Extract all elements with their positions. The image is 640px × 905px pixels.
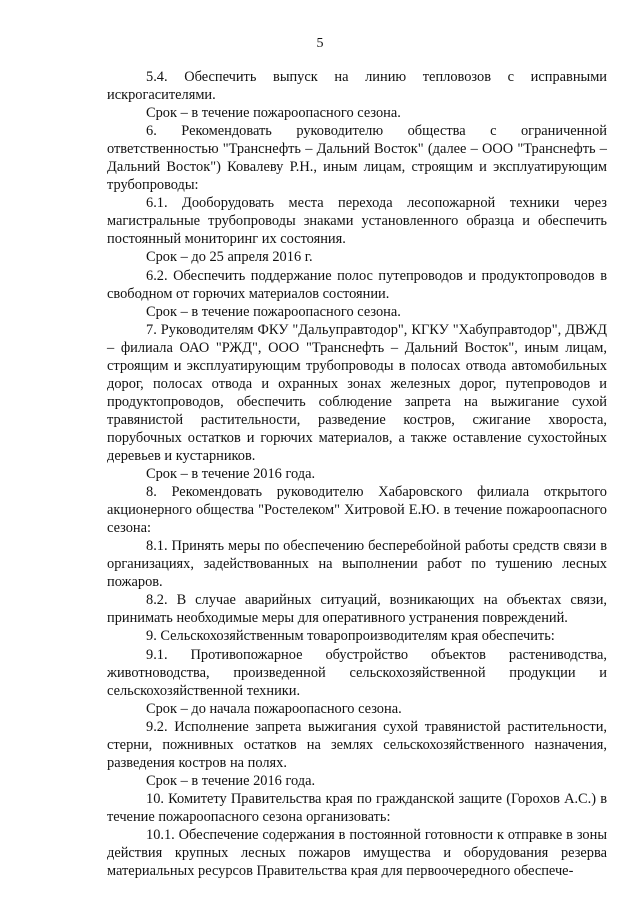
paragraph: 9.2. Исполнение запрета выжигания сухой травянистой растительности, стерни, пожнивных остатков на землях сельскохозяйственного назначения, разведения костров на полях. (107, 718, 607, 771)
paragraph: 8. Рекомендовать руководителю Хабаровского филиала открытого акционерного общества "Ростелеком" Хитровой Е.Ю. в течение пожароопасного сезона: (107, 484, 607, 537)
paragraph: 5.4. Обеспечить выпуск на линию тепловозов с исправными искрогасителями. (107, 69, 607, 104)
paragraph: Срок – в течение 2016 года. (146, 466, 316, 483)
page-number: 5 (316, 36, 324, 51)
paragraph: 6.2. Обеспечить поддержание полос путепроводов и продуктопроводов в свободном от горючих материалов состоянии. (107, 267, 607, 302)
paragraph: Срок – до 25 апреля 2016 г. (146, 249, 313, 266)
paragraph: 10. Комитету Правительства края по гражданской защите (Горохов А.С.) в течение пожароопасного сезона организовать: (107, 790, 607, 825)
paragraph: 6.1. Дооборудовать места перехода лесопожарной техники через магистральные трубопроводы знаками установленного образца и обеспечить постоянный мониторинг их состояния. (107, 195, 607, 248)
paragraph: Срок – в течение пожароопасного сезона. (146, 303, 401, 320)
paragraph: 8.2. В случае аварийных ситуаций, возникающих на объектах связи, принимать необходимые меры для оперативного устранения повреждений. (107, 592, 607, 627)
paragraph: 9. Сельскохозяйственным товаропроизводителям края обеспечить: (146, 628, 555, 645)
paragraph: 8.1. Принять меры по обеспечению бесперебойной работы средств связи в организациях, задействованных на выполнении работ по тушению лесных пожаров. (107, 538, 607, 591)
paragraph: Срок – до начала пожароопасного сезона. (146, 700, 402, 717)
paragraph: Срок – в течение пожароопасного сезона. (146, 105, 401, 122)
document-body (107, 68, 607, 880)
paragraph: 6. Рекомендовать руководителю общества с ограниченной ответственностью "Транснефть – Дальний Восток" (далее – ООО "Транснефть – Дальний Восток") Ковалеву Р.Н., иным лицам, строящим и эксплуатирующим трубопроводы: (107, 123, 607, 194)
paragraph: 10.1. Обеспечение содержания в постоянной готовности к отправке в зоны действия крупных лесных пожаров имущества и оборудования резерва материальных ресурсов Правительства края для первоочередного обеспече- (107, 826, 607, 880)
paragraph: 7. Руководителям ФКУ "Дальуправтодор", КГКУ "Хабуправтодор", ДВЖД – филиала ОАО "РЖД", ООО "Транснефть – Дальний Восток", иным лицам, строящим и эксплуатирующим трубопроводы в полосах отвода автомобильных дорог, полосах отвода и охранных зонах железных дорог, путепроводов и продуктопроводов, обеспечить соблюдение запрета на выжигание сухой травянистой растительности, разведение костров, сжигание хвороста, порубочных остатков и горючих материалов, а также оставление сухостойных деревьев и кустарников. (107, 321, 607, 464)
paragraph: Срок – в течение 2016 года. (146, 772, 316, 789)
paragraph: 9.1. Противопожарное обустройство объектов растениводства, животноводства, произведенной сельскохозяйственной продукции и сельскохозяйственной техники. (107, 646, 607, 699)
